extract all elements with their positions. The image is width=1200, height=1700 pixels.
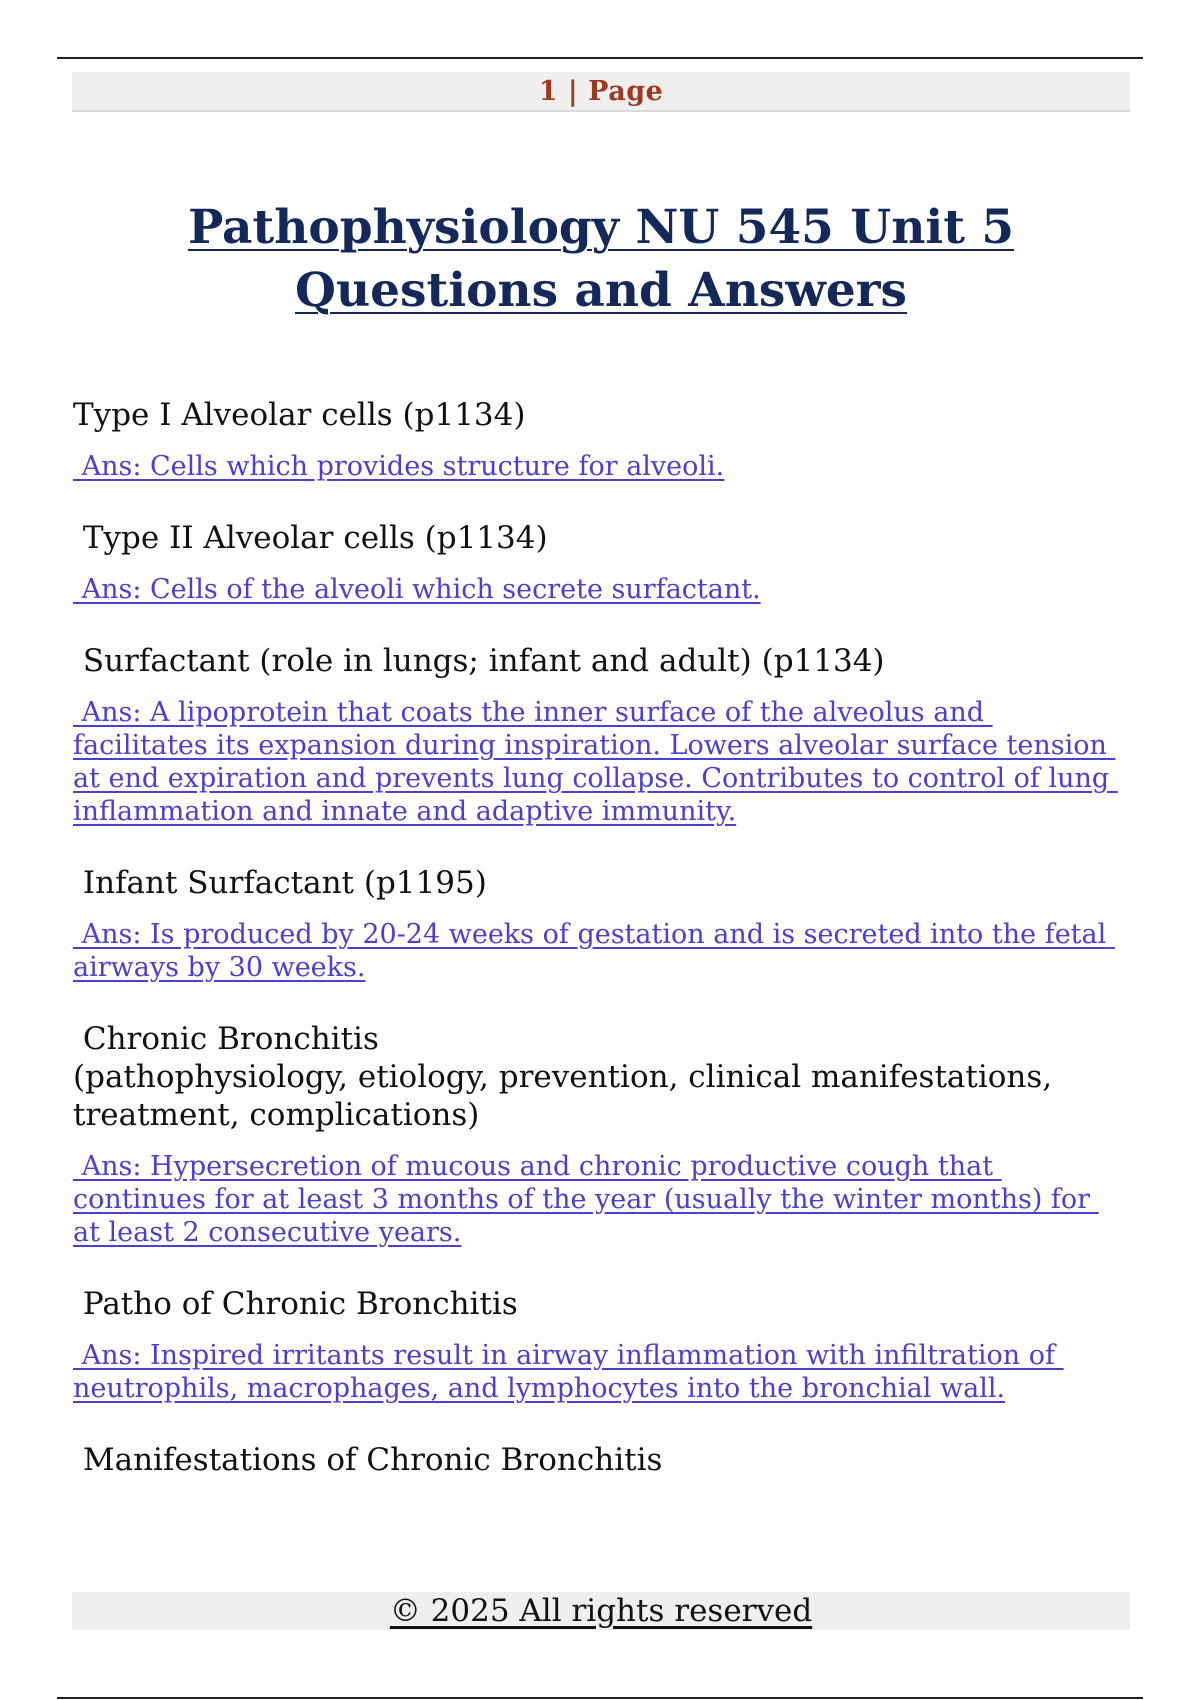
qa-item	[73, 642, 1143, 828]
page-footer	[72, 1592, 1130, 1630]
top-rule	[57, 57, 1143, 59]
answer-link[interactable]: Ans: Cells which provides structure for alveoli.	[73, 451, 725, 482]
question: Patho of Chronic Bronchitis	[73, 1286, 518, 1322]
answer-link[interactable]: Ans: Hypersecretion of mucous and chronic productive cough that continues for at least 3 months of the year (usually the winter months) for at least 2 consecutive years.	[73, 1151, 1099, 1248]
page-number: 1 | Page	[538, 75, 664, 107]
answer-link[interactable]: Ans: Cells of the alveoli which secrete surfactant.	[73, 574, 761, 605]
question: Infant Surfactant (p1195)	[73, 865, 487, 901]
qa-item	[73, 1020, 1143, 1249]
qa-list	[73, 396, 1143, 1515]
question: Manifestations of Chronic Bronchitis	[73, 1442, 663, 1478]
qa-item	[73, 396, 1143, 483]
bottom-rule	[57, 1697, 1143, 1699]
document-title: Pathophysiology NU 545 Unit 5 Questions and Answers	[187, 200, 1015, 318]
question: Type I Alveolar cells (p1134)	[73, 397, 526, 433]
qa-item	[73, 1441, 1143, 1479]
page-header	[72, 72, 1130, 112]
qa-item	[73, 1285, 1143, 1405]
qa-item	[73, 864, 1143, 984]
question: Surfactant (role in lungs; infant and adult) (p1134)	[73, 643, 885, 679]
answer-link[interactable]: Ans: A lipoprotein that coats the inner surface of the alveolus and facilitates its expansion during inspiration. Lowers alveolar surface tension at end expiration and prevents lung collapse. Contributes to control of lung inflammation and innate and adaptive immunity.	[73, 697, 1118, 827]
question: Type II Alveolar cells (p1134)	[73, 520, 548, 556]
answer-link[interactable]: Ans: Is produced by 20-24 weeks of gestation and is secreted into the fetal airways by 30 weeks.	[73, 919, 1115, 983]
question: Chronic Bronchitis (pathophysiology, etiology, prevention, clinical manifestations, treatment, complications)	[73, 1021, 1053, 1133]
qa-item	[73, 519, 1143, 606]
answer-link[interactable]: Ans: Inspired irritants result in airway inflammation with infiltration of neutrophils, macrophages, and lymphocytes into the bronchial wall.	[73, 1340, 1064, 1404]
copyright-notice: © 2025 All rights reserved	[389, 1593, 813, 1629]
